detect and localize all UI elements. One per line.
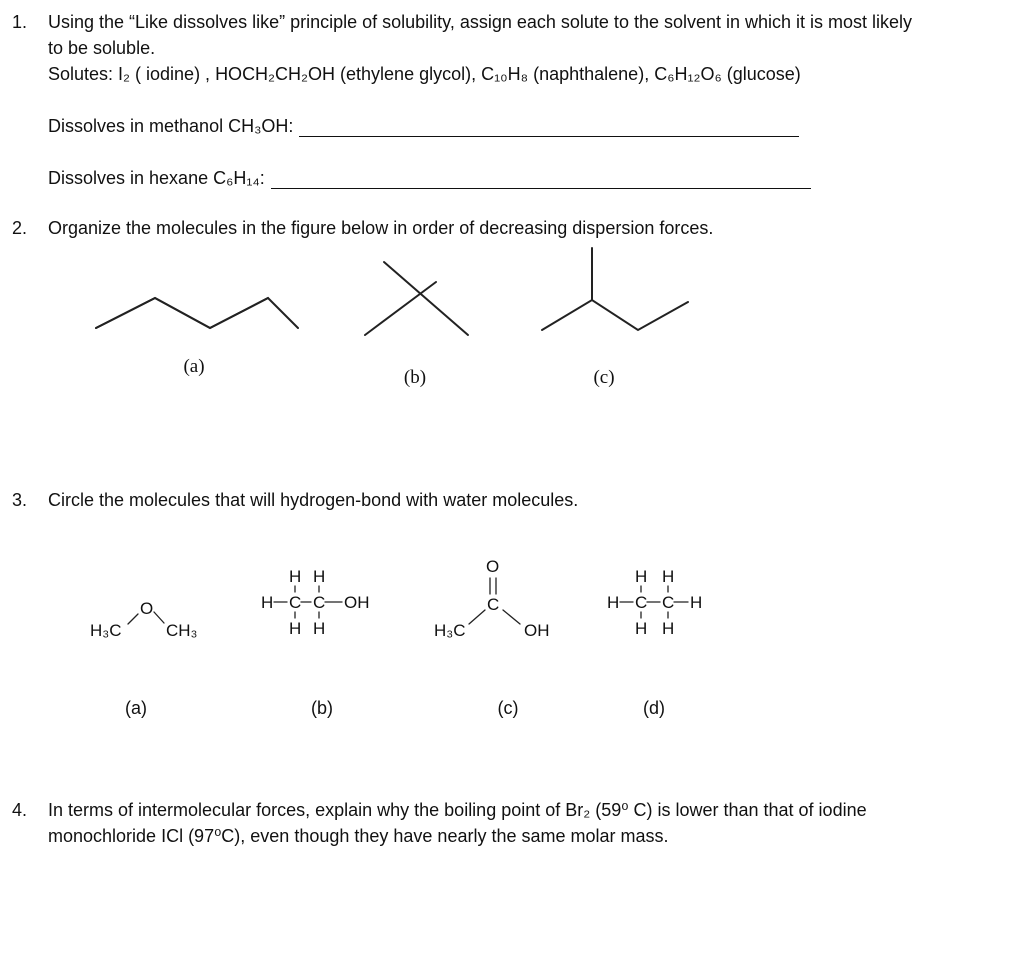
q1-number: 1. <box>12 12 28 32</box>
q2-molecule-figure <box>0 240 1024 400</box>
q3-number: 3. <box>12 490 28 510</box>
q3-b-h-bottom-2: H <box>313 619 326 638</box>
q3-d-c-1: C <box>635 593 648 612</box>
q3-molecule-a[interactable] <box>90 599 197 640</box>
q4-text-line1: In terms of intermolecular forces, explain why the boiling point of Br₂ (59⁰ C) is lower than that of iodine <box>48 800 867 820</box>
q1-hexane-answer-blank[interactable] <box>271 170 811 189</box>
q3-b-h-bottom-1: H <box>289 619 302 638</box>
q2-label-b: (b) <box>403 367 427 388</box>
q4-number: 4. <box>12 800 28 820</box>
q1-methanol-label: Dissolves in methanol CH₃OH: <box>48 116 294 136</box>
q1-methanol-row <box>48 116 799 137</box>
q3-molecule-b[interactable] <box>261 567 370 638</box>
q2-label-c: (c) <box>593 367 615 388</box>
q3-b-h-top-1: H <box>289 567 302 586</box>
q3-label-b: (b) <box>311 698 333 718</box>
q2-molecule-b-bond-2 <box>365 282 436 335</box>
q3-text: Circle the molecules that will hydrogen-bond with water molecules. <box>48 490 579 510</box>
q3-molecule-c[interactable] <box>434 557 550 640</box>
q3-label-a: (a) <box>125 698 147 718</box>
q4-text-line2: monochloride ICl (97⁰C), even though they have nearly the same molar mass. <box>48 826 669 846</box>
q1-text-line1: Using the “Like dissolves like” principle of solubility, assign each solute to the solvent in which it is most likely <box>48 12 913 32</box>
q1-hexane-row <box>48 168 811 189</box>
q3-b-h-top-2: H <box>313 567 326 586</box>
q3-a-right-group: CH₃ <box>166 621 198 640</box>
q3-label-c: (c) <box>497 698 519 718</box>
q3-d-c-2: C <box>662 593 675 612</box>
q1-text-line2: to be soluble. <box>48 38 156 58</box>
q1-solutes: Solutes: I₂ ( iodine) , HOCH₂CH₂OH (ethylene glycol), C₁₀H₈ (naphthalene), C₆H₁₂O₆ (glucose) <box>48 64 801 84</box>
q3-d-h-right: H <box>690 593 703 612</box>
q3-label-d: (d) <box>643 698 665 718</box>
q3-c-oh: OH <box>524 621 550 640</box>
q3-d-h-top-1: H <box>635 567 648 586</box>
q2-number: 2. <box>12 218 28 238</box>
q3-d-h-top-2: H <box>662 567 675 586</box>
q3-d-h-bottom-1: H <box>635 619 648 638</box>
q3-b-c-2: C <box>313 593 326 612</box>
q3-molecule-figure <box>0 550 1024 730</box>
q3-c-carbon: C <box>487 595 500 614</box>
q2-molecule-b-bond-1 <box>384 262 468 335</box>
q3-molecule-d[interactable] <box>607 567 702 638</box>
q1-hexane-label: Dissolves in hexane C₆H₁₄: <box>48 168 265 188</box>
q3-c-oxygen: O <box>486 557 500 576</box>
q2-molecule-c-skeleton <box>542 300 688 330</box>
q3-c-left-group: H₃C <box>434 621 466 640</box>
q3-d-h-bottom-2: H <box>662 619 675 638</box>
q2-text: Organize the molecules in the figure below in order of decreasing dispersion forces. <box>48 218 714 238</box>
q3-b-c-1: C <box>289 593 302 612</box>
q1-methanol-answer-blank[interactable] <box>299 118 799 137</box>
q3-a-oxygen: O <box>140 599 154 618</box>
q3-d-h-left: H <box>607 593 620 612</box>
q2-label-a: (a) <box>183 356 205 377</box>
q3-b-oh: OH <box>344 593 370 612</box>
q3-a-left-group: H₃C <box>90 621 122 640</box>
q3-b-h-left: H <box>261 593 274 612</box>
